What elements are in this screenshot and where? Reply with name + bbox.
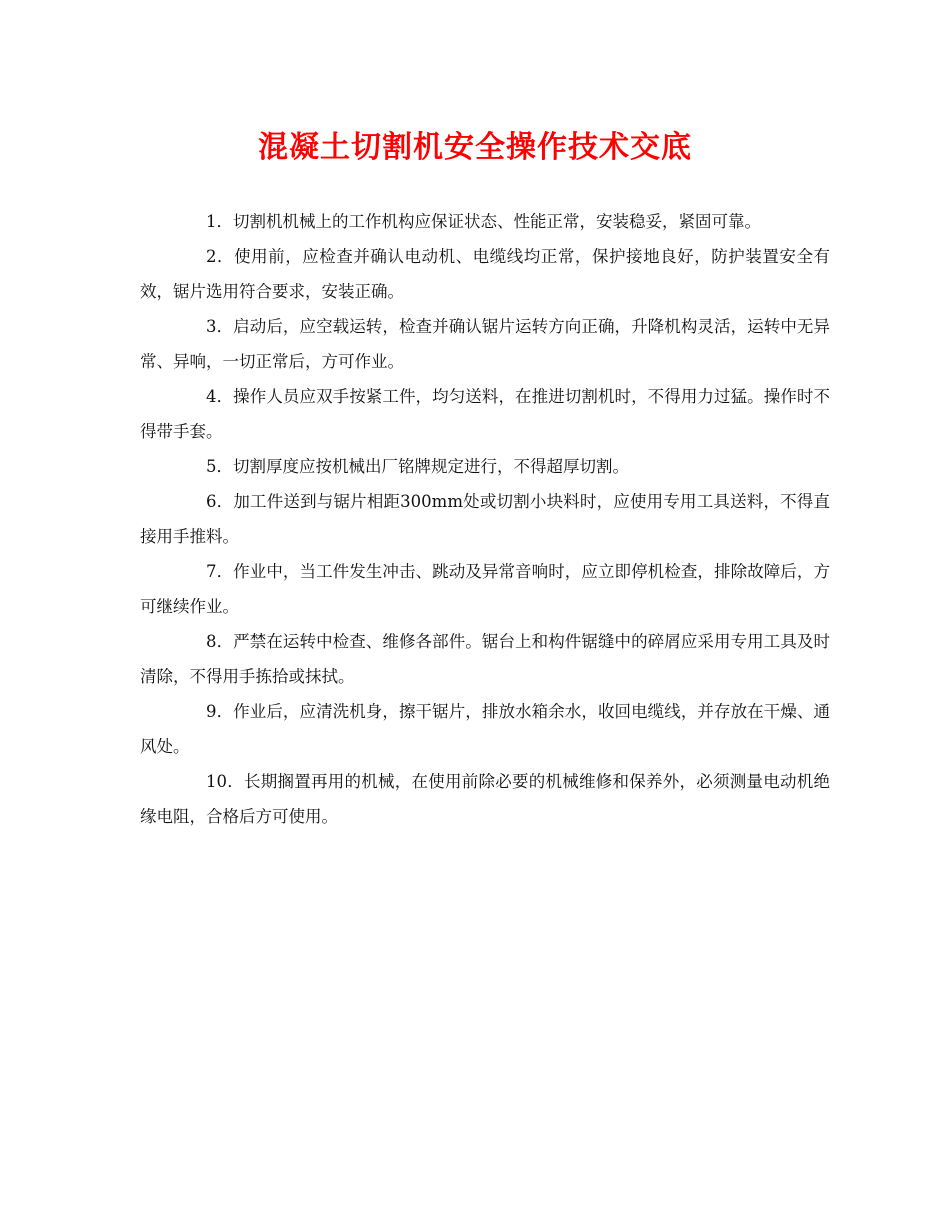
document-body: [140, 204, 830, 834]
paragraph-5: 5．切割厚度应按机械出厂铭牌规定进行，不得超厚切割。: [206, 457, 629, 476]
paragraph-2: 2．使用前，应检查并确认电动机、电缆线均正常，保护接地良好，防护装置安全有效，锯片选用符合要求，安装正确。: [140, 247, 830, 301]
page-title: 混凝土切割机安全操作技术交底: [258, 130, 692, 165]
paragraph-6: 6．加工件送到与锯片相距300mm处或切割小块料时，应使用专用工具送料，不得直接用手推料。: [140, 492, 830, 546]
paragraph-10: 10．长期搁置再用的机械，在使用前除必要的机械维修和保养外，必须测量电动机绝缘电阻，合格后方可使用。: [140, 772, 830, 826]
paragraph-9: 9．作业后，应清洗机身，擦干锯片，排放水箱余水，收回电缆线，并存放在干燥、通风处。: [140, 702, 830, 756]
paragraph-4: 4．操作人员应双手按紧工件，均匀送料，在推进切割机时，不得用力过猛。操作时不得带手套。: [140, 387, 830, 441]
paragraph-7: 7．作业中，当工件发生冲击、跳动及异常音响时，应立即停机检查，排除故障后，方可继续作业。: [140, 562, 830, 616]
paragraph-3: 3．启动后，应空载运转，检查并确认锯片运转方向正确，升降机构灵活，运转中无异常、异响，一切正常后，方可作业。: [140, 317, 830, 371]
paragraph-8: 8．严禁在运转中检查、维修各部件。锯台上和构件锯缝中的碎屑应采用专用工具及时清除，不得用手拣拾或抹拭。: [140, 632, 830, 686]
paragraph-1: 1．切割机机械上的工作机构应保证状态、性能正常，安装稳妥，紧固可靠。: [206, 212, 761, 231]
